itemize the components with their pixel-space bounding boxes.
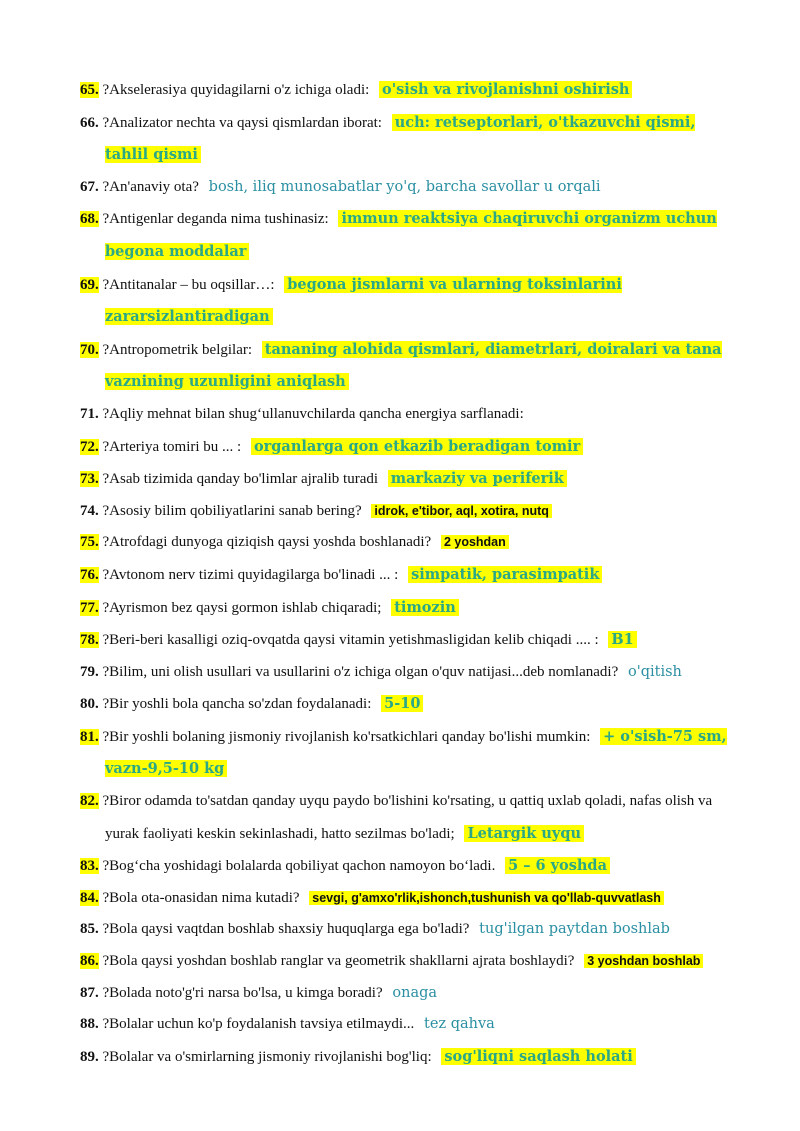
answer-text: timozin bbox=[391, 599, 459, 616]
question-item bbox=[80, 172, 740, 204]
question-item bbox=[80, 946, 740, 978]
question-text: ?Bilim, uni olish usullari va usullarini o'z ichiga olgan o'quv natijasi...deb nomlanadi? bbox=[102, 663, 619, 680]
question-number: 65. bbox=[80, 82, 99, 98]
answer-text: B1 bbox=[608, 631, 636, 648]
question-item bbox=[80, 74, 740, 107]
question-text: ?Antitanalar – bu oqsillar…: bbox=[102, 276, 275, 293]
question-number: 69. bbox=[80, 276, 99, 293]
question-item bbox=[80, 786, 740, 850]
answer-text: simpatik, parasimpatik bbox=[408, 566, 602, 583]
answer-text: idrok, e'tibor, aql, xotira, nutq bbox=[371, 504, 552, 518]
question-text: ?Avtonom nerv tizimi quyidagilarga bo'linadi ... : bbox=[102, 566, 399, 583]
answer-text: markaziy va periferik bbox=[388, 470, 567, 487]
question-text: ?Ayrismon bez qaysi gormon ishlab chiqaradi; bbox=[102, 599, 382, 616]
question-item bbox=[80, 883, 740, 915]
question-text: ?Bolalar va o'smirlarning jismoniy rivojlanishi bog'liq: bbox=[102, 1048, 432, 1065]
question-text: ?Bir yoshli bola qancha so'zdan foydalanadi: bbox=[102, 696, 372, 713]
answer-text: 5-10 bbox=[381, 695, 423, 712]
question-item bbox=[80, 431, 740, 464]
question-number: 75. bbox=[80, 534, 99, 551]
question-number: 84. bbox=[80, 889, 99, 906]
question-item bbox=[80, 559, 740, 592]
question-text: ?Bolada noto'g'ri narsa bo'lsa, u kimga boradi? bbox=[102, 984, 383, 1001]
question-list bbox=[80, 74, 740, 1073]
question-item bbox=[80, 399, 740, 431]
question-item bbox=[80, 1009, 740, 1041]
question-text: ?Antigenlar deganda nima tushinasiz: bbox=[102, 211, 329, 228]
question-item bbox=[80, 978, 740, 1010]
answer-text: organlarga qon etkazib beradigan tomir bbox=[251, 438, 583, 455]
question-number: 67. bbox=[80, 178, 99, 195]
answer-text: uch: retseptorlari, o'tkazuvchi qismi, tahlil qismi bbox=[105, 113, 696, 164]
question-text: ?Akselerasiya quyidagilarni o'z ichiga oladi: bbox=[102, 82, 370, 98]
question-number: 83. bbox=[80, 858, 99, 875]
question-number: 72. bbox=[80, 438, 99, 455]
question-number: 86. bbox=[80, 953, 99, 970]
question-number: 71. bbox=[80, 405, 99, 422]
answer-text: Letargik uyqu bbox=[464, 825, 584, 842]
question-number: 78. bbox=[80, 632, 99, 649]
question-item bbox=[80, 721, 740, 786]
question-text: ?Beri-beri kasalligi oziq-ovqatda qaysi vitamin yetishmasligidan kelib chiqadi .... : bbox=[102, 632, 599, 649]
answer-text: begona jismlarni va ularning toksinlarini zararsizlantiradigan bbox=[105, 275, 622, 326]
question-item bbox=[80, 107, 740, 172]
answer-text: onaga bbox=[392, 984, 438, 1001]
question-number: 74. bbox=[80, 502, 99, 519]
question-text: ?Asosiy bilim qobiliyatlarini sanab bering? bbox=[102, 502, 362, 519]
answer-text: sevgi, g'amxo'rlik,ishonch,tushunish va qo'llab-quvvatlash bbox=[309, 891, 664, 905]
question-item bbox=[80, 269, 740, 334]
question-item bbox=[80, 527, 740, 559]
question-text: ?Bolalar uchun ko'p foydalanish tavsiya etilmaydi... bbox=[102, 1016, 415, 1033]
question-text: ?Arteriya tomiri bu ... : bbox=[102, 438, 242, 455]
question-number: 80. bbox=[80, 696, 99, 713]
question-item bbox=[80, 463, 740, 496]
question-number: 77. bbox=[80, 599, 99, 616]
question-text: ?Biror odamda to'satdan qanday uyqu paydo bo'lishini ko'rsating, u qattiq uxlab qoladi, nafas olish va yurak faoliyati keskin sekinlashadi, hatto sezilmas bo'ladi; bbox=[102, 793, 713, 842]
question-number: 88. bbox=[80, 1016, 99, 1033]
question-item bbox=[80, 203, 740, 268]
question-text: ?Bola ota-onasidan nima kutadi? bbox=[102, 889, 300, 906]
question-text: ?Bola qaysi vaqtdan boshlab shaxsiy huquqlarga ega bo'ladi? bbox=[102, 921, 470, 938]
question-text: ?Asab tizimida qanday bo'limlar ajralib turadi bbox=[102, 471, 379, 488]
question-number: 76. bbox=[80, 566, 99, 583]
question-item bbox=[80, 624, 740, 657]
answer-text: o'qitish bbox=[627, 663, 682, 680]
answer-text: 3 yoshdan boshlab bbox=[584, 954, 703, 968]
question-item bbox=[80, 592, 740, 625]
question-number: 89. bbox=[80, 1048, 99, 1065]
question-item bbox=[80, 850, 740, 883]
question-item bbox=[80, 914, 740, 946]
answer-text: o'sish va rivojlanishni oshirish bbox=[379, 81, 632, 98]
question-item bbox=[80, 657, 740, 689]
question-item bbox=[80, 334, 740, 399]
question-text: ?Atrofdagi dunyoga qiziqish qaysi yoshda boshlanadi? bbox=[102, 534, 432, 551]
question-number: 70. bbox=[80, 341, 99, 358]
answer-text: sog'liqni saqlash holati bbox=[441, 1048, 635, 1065]
question-text: ?Aqliy mehnat bilan shug‘ullanuvchilarda qancha energiya sarflanadi: bbox=[102, 405, 524, 422]
question-number: 87. bbox=[80, 984, 99, 1001]
answer-text: tug'ilgan paytdan boshlab bbox=[479, 921, 670, 938]
question-text: ?Antropometrik belgilar: bbox=[102, 341, 253, 358]
question-item bbox=[80, 1041, 740, 1074]
question-number: 68. bbox=[80, 211, 99, 228]
answer-text: tez qahva bbox=[424, 1016, 495, 1033]
question-number: 73. bbox=[80, 471, 99, 488]
answer-text: immun reaktsiya chaqiruvchi organizm uchun begona moddalar bbox=[105, 210, 717, 260]
question-text: ?Analizator nechta va qaysi qismlardan iborat: bbox=[102, 114, 382, 131]
question-number: 81. bbox=[80, 728, 99, 745]
question-number: 79. bbox=[80, 663, 99, 680]
question-number: 85. bbox=[80, 921, 99, 938]
question-text: ?Bog‘cha yoshidagi bolalarda qobiliyat qachon namoyon bo‘ladi. bbox=[102, 858, 496, 875]
answer-text: 5 – 6 yoshda bbox=[505, 857, 610, 874]
question-text: ?Bola qaysi yoshdan boshlab ranglar va geometrik shakllarni ajrata boshlaydi? bbox=[102, 953, 575, 970]
answer-text: tananing alohida qismlari, diametrlari, doiralari va tana vaznining uzunligini aniqlash bbox=[105, 340, 722, 391]
question-text: ?An'anaviy ota? bbox=[102, 178, 199, 195]
answer-text: bosh, iliq munosabatlar yo'q, barcha savollar u orqali bbox=[208, 178, 601, 195]
answer-text: 2 yoshdan bbox=[441, 535, 509, 549]
question-number: 82. bbox=[80, 793, 99, 810]
question-number: 66. bbox=[80, 114, 99, 131]
question-item bbox=[80, 496, 740, 528]
question-item bbox=[80, 688, 740, 721]
question-text: ?Bir yoshli bolaning jismoniy rivojlanish ko'rsatkichlari qanday bo'lishi mumkin: bbox=[102, 728, 591, 745]
answer-text: + o'sish-75 sm, vazn-9,5-10 kg bbox=[105, 727, 727, 778]
